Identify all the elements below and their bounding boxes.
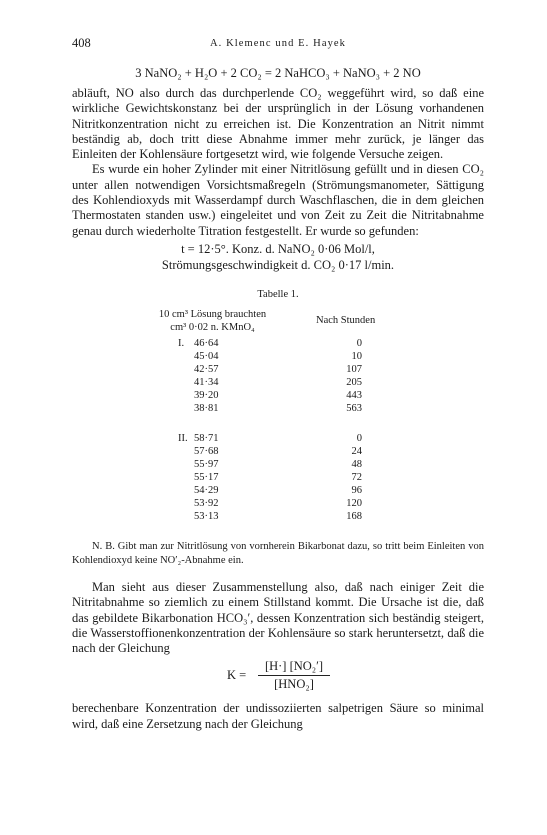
hours-value: 563 [346, 402, 362, 414]
table-header-kmno4-line2: cm³ 0·02 n. KMnO₄ [170, 321, 255, 333]
table-footnote: N. B. Gibt man zur Nitritlösung von vornherein Bikarbonat dazu, so tritt beim Einleiten von Kohlendioxyd keine NO′₂-Abnahme ein. [72, 540, 484, 566]
table-row [72, 446, 484, 459]
table-row [72, 433, 484, 446]
hours-value: 107 [346, 363, 362, 375]
kmno4-value: 46·64 [194, 337, 219, 349]
kmno4-value: 39·20 [194, 389, 219, 401]
table-row [72, 403, 484, 416]
running-head-authors: A. Klemenc und E. Hayek [209, 38, 347, 49]
formula-numerator: [H·] [NO₂′] [264, 659, 324, 674]
paragraph-2: Es wurde ein hoher Zylinder mit einer Nitritlösung gefüllt und in diesen CO₂ unter allen notwendigen Vorsichtsmaßregeln (Strömungsmanometer, Sättigung des Kohlendioxyds mit Wasserdampf durch Waschflaschen, die in dem gleichen Thermostaten standen usw.) eingeleitet und von Zeit zu Zeit die Nitritabnahme genau durch wiederholte Titration festgestellt. Er wurde so gefunden: [72, 162, 484, 238]
paragraph-3: Man sieht aus dieser Zusammenstellung also, daß nach einiger Zeit die Nitritabnahme so ziemlich zu einem Stillstand kommt. Die Ursache ist die, daß das gebildete Bikarbonation HCO₃′, dessen Konzentration sich beständig steigert, die Wasserstoffionenkonzentration der Kohlensäure so stark heruntersetzt, daß die nach der Gleichung [72, 579, 484, 656]
table-row [72, 459, 484, 472]
conditions-line-1: t = 12·5°. Konz. d. NaNO₂ 0·06 Mol/l, [181, 241, 375, 256]
group-label: II. [178, 432, 188, 444]
table-row [72, 390, 484, 403]
page-header [72, 36, 484, 52]
table-header-hours: Nach Stunden [316, 314, 376, 326]
kmno4-value: 57·68 [194, 445, 219, 457]
hours-value: 205 [346, 376, 362, 388]
data-table [72, 308, 484, 533]
table-row [72, 377, 484, 390]
table-row [72, 472, 484, 485]
conditions-line-2: Strömungsgeschwindigkeit d. CO₂ 0·17 l/min. [161, 257, 395, 272]
kmno4-value: 42·57 [194, 363, 219, 375]
equilibrium-formula [72, 659, 484, 693]
kmno4-value: 58·71 [194, 432, 219, 444]
kmno4-value: 38·81 [194, 402, 219, 414]
table-row [72, 511, 484, 524]
table-row [72, 364, 484, 377]
hours-value: 48 [351, 458, 362, 470]
table-row [72, 338, 484, 351]
kmno4-value: 53·13 [194, 510, 219, 522]
hours-value: 24 [351, 445, 362, 457]
fraction-bar [258, 675, 330, 676]
paragraph-4: berechenbare Konzentration der undissoziierten salpetrigen Säure so minimal wird, daß eine Zersetzung nach der Gleichung [72, 701, 484, 731]
kmno4-value: 54·29 [194, 484, 219, 496]
kmno4-value: 45·04 [194, 350, 219, 362]
hours-value: 168 [346, 510, 362, 522]
table-title: Tabelle 1. [257, 288, 299, 300]
hours-value: 120 [346, 497, 362, 509]
kmno4-value: 55·17 [194, 471, 219, 483]
kmno4-value: 41·34 [194, 376, 219, 388]
hours-value: 10 [351, 350, 362, 362]
hours-value: 72 [351, 471, 362, 483]
reaction-equation: 3 NaNO₂ + H₂O + 2 CO₂ = 2 NaHCO₃ + NaNO₃ + 2 NO [135, 66, 421, 80]
paragraph-1: abläuft, NO also durch das durchperlende CO₂ weggeführt wird, so daß eine wirkliche Gewichtskonstanz bei der ursprünglich in der Lösung vorhandenen Nitritkonzentration nicht zu erreichen ist. Die Konzentration an Nitrit nimmt beständig ab, doch tritt diese Abnahme immer mehr zurück, je länger das Einleiten der Kohlensäure fortgesetzt wird, wie folgende Versuche zeigen. [72, 86, 484, 162]
kmno4-value: 53·92 [194, 497, 219, 509]
table-row [72, 498, 484, 511]
table-row [72, 485, 484, 498]
hours-value: 443 [346, 389, 362, 401]
group-label: I. [178, 337, 185, 349]
page-number: 408 [72, 36, 91, 50]
hours-value: 96 [351, 484, 362, 496]
table-header-kmno4-line1: 10 cm³ Lösung brauchten [158, 308, 267, 320]
formula-denominator: [HNO₂] [274, 677, 314, 692]
experimental-conditions [72, 241, 484, 273]
table-row [72, 351, 484, 364]
page [72, 36, 484, 732]
kmno4-value: 55·97 [194, 458, 219, 470]
formula-lhs: K = [227, 668, 247, 683]
table-header-kmno4 [140, 308, 285, 334]
hours-value: 0 [356, 432, 362, 444]
hours-value: 0 [356, 337, 362, 349]
